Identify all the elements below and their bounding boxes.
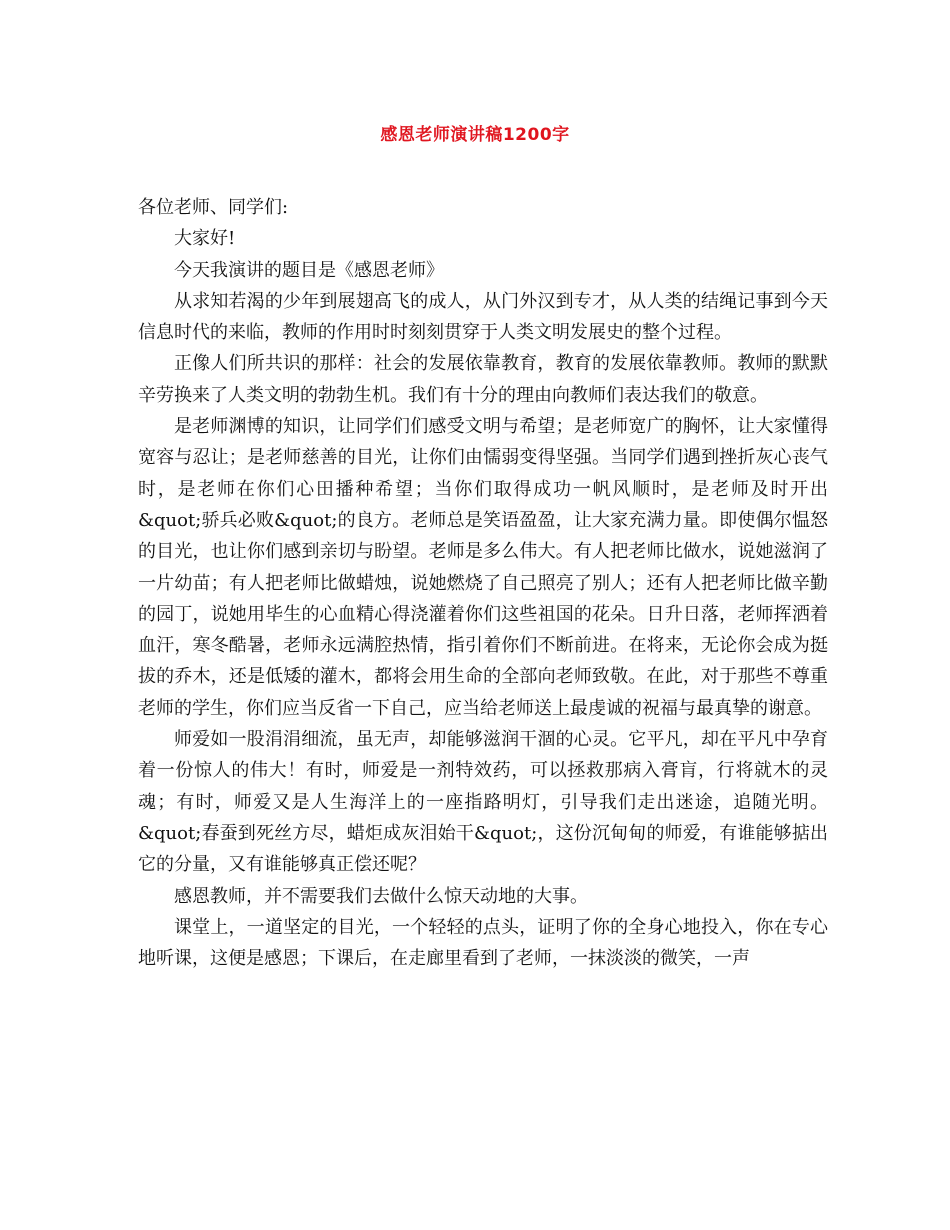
paragraph-4: 师爱如一股涓涓细流，虽无声，却能够滋润干涸的心灵。它平凡，却在平凡中孕育着一份惊人的伟大！有时，师爱是一剂特效药，可以拯救那病入膏肓，行将就木的灵魂；有时，师爱又是人生海洋上的一座指路明灯，引导我们走出迷途，追随光明。&quot;春蚕到死丝方尽，蜡炬成灰泪始干&quot;，这份沉甸甸的师爱，有谁能够掂出它的分量，又有谁能够真正偿还呢？ xyxy=(138,729,828,876)
salutation: 各位老师、同学们: xyxy=(138,197,289,218)
paragraph-2: 正像人们所共识的那样：社会的发展依靠教育，教育的发展依靠教师。教师的默默辛劳换来了人类文明的勃勃生机。我们有十分的理由向教师们表达我们的敬意。 xyxy=(138,353,828,406)
document-title: 感恩老师演讲稿1200字 xyxy=(380,125,570,145)
speech-topic: 今天我演讲的题目是《感恩老师》 xyxy=(174,259,444,281)
paragraph-6: 课堂上，一道坚定的目光，一个轻轻的点头，证明了你的全身心地投入，你在专心地听课，这便是感恩；下课后，在走廊里看到了老师，一抹淡淡的微笑，一声 xyxy=(138,916,828,970)
greeting: 大家好! xyxy=(174,228,236,250)
paragraph-1: 从求知若渴的少年到展翅高飞的成人，从门外汉到专才，从人类的结绳记事到今天信息时代的来临，教师的作用时时刻刻贯穿于人类文明发展史的整个过程。 xyxy=(138,290,828,344)
document-body xyxy=(138,192,828,974)
paragraph-3: 是老师渊博的知识，让同学们们感受文明与希望；是老师宽广的胸怀，让大家懂得宽容与忍让；是老师慈善的目光，让你们由懦弱变得坚强。当同学们遇到挫折灰心丧气时，是老师在你们心田播种希望；当你们取得成功一帆风顺时，是老师及时开出&quot;骄兵必败&quot;的良方。老师总是笑语盈盈，让大家充满力量。即使偶尔愠怒的目光，也让你们感到亲切与盼望。老师是多么伟大。有人把老师比做水，说她滋润了一片幼苗；有人把老师比做蜡烛，说她燃烧了自己照亮了别人；还有人把老师比做辛勤的园丁，说她用毕生的心血精心得浇灌着你们这些祖国的花朵。日升日落，老师挥洒着血汗，寒冬酷暑，老师永远满腔热情，指引着你们不断前进。在将来，无论你会成为挺拔的乔木，还是低矮的灌木，都将会用生命的全部向老师致敬。在此，对于那些不尊重老师的学生，你们应当反省一下自己，应当给老师送上最虔诚的祝福与最真挚的谢意。 xyxy=(138,416,828,719)
paragraph-5: 感恩教师，并不需要我们去做什么惊天动地的大事。 xyxy=(174,885,588,907)
